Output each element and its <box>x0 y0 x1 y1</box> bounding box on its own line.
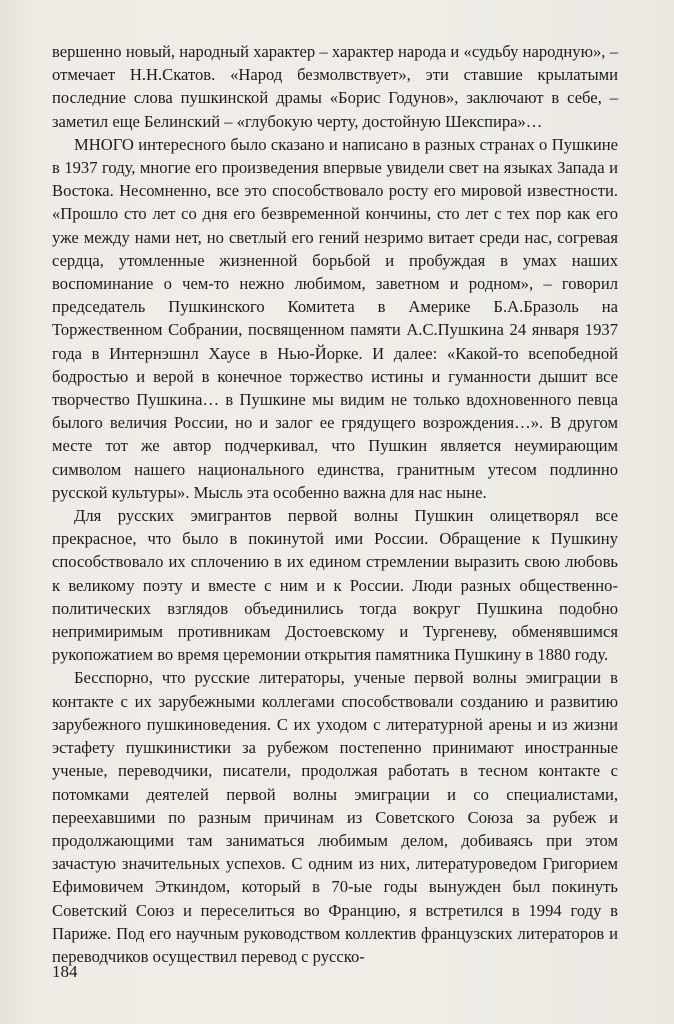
page-number: 184 <box>52 962 78 981</box>
paragraph-4: Бесспорно, что русские литераторы, ученые первой волны эмиграции в контакте с их зарубежными коллегами способствовали созданию и развитию зарубежного пушкиноведения. С их уходом с литературной арены и из жизни эстафету пушкинистики за рубежом постепенно принимают иностранные ученые, переводчики, писатели, продолжая работать в тесном контакте с потомками деятелей первой волны эмиграции и со специалистами, переехавшими по разным причинам из Советского Союза за рубеж и продолжающими там заниматься любимым делом, добиваясь при этом зачастую значительных успехов. С одним из них, литературоведом Григорием Ефимовичем Эткиндом, который в 70-ые годы вынужден был покинуть Советский Союз и переселиться во Францию, я встретился в 1994 году в Париже. Под его научным руководством коллектив французских литераторов и переводчиков осуществил перевод с русско- <box>52 668 618 966</box>
paragraph-1: вершенно новый, народный характер – характер народа и «судьбу народную», – отмечает Н.Н.Скатов. «Народ безмолвствует», эти ставшие крылатыми последние слова пушкинской драмы «Борис Годунов», заключают в себе, – заметил еще Белинский – «глубокую черту, достойную Шекспира»… <box>52 42 618 131</box>
paragraph-3: Для русских эмигрантов первой волны Пушкин олицетворял все прекрасное, что было в покинутой ими России. Обращение к Пушкину способствовало их сплочению в их едином стремлении выразить свою любовь к великому поэту и вместе с ним и к России. Люди разных общественно-политических взглядов объединились тогда вокруг Пушкина подобно непримиримым противникам Достоевскому и Тургеневу, обменявшимся рукопожатием во время церемонии открытия памятника Пушкину в 1880 году. <box>52 506 618 665</box>
paragraph-2: МНОГО интересного было сказано и написано в разных странах о Пушкине в 1937 году, многие его произведения впервые увидели свет на языках Запада и Востока. Несомненно, все это способствовало росту его мировой известности. «Прошло сто лет со дня его безвременной кончины, сто лет с тех пор как его уже между нами нет, но светлый его гений незримо витает среди нас, согревая сердца, утомленные жизненной борьбой и пробуждая в умах наших воспоминание о чем-то нежно любимом, заветном и родном», – говорил председатель Пушкинского Комитета в Америке Б.А.Бразоль на Торжественном Собрании, посвященном памяти А.С.Пушкина 24 января 1937 года в Интернэшнл Хаусе в Нью-Йорке. И далее: «Какой-то всепобедной бодростью и верой в конечное торжество истины и гуманности дышит все творчество Пушкина… в Пушкине мы видим не только вдохновенного певца былого величия России, но и залог ее грядущего возрождения…». В другом месте тот же автор подчеркивал, что Пушкин является неумирающим символом нашего национального единства, гранитным утесом подлинно русской культуры». Мысль эта особенно важна для нас ныне. <box>52 134 618 502</box>
body-text <box>52 40 618 968</box>
